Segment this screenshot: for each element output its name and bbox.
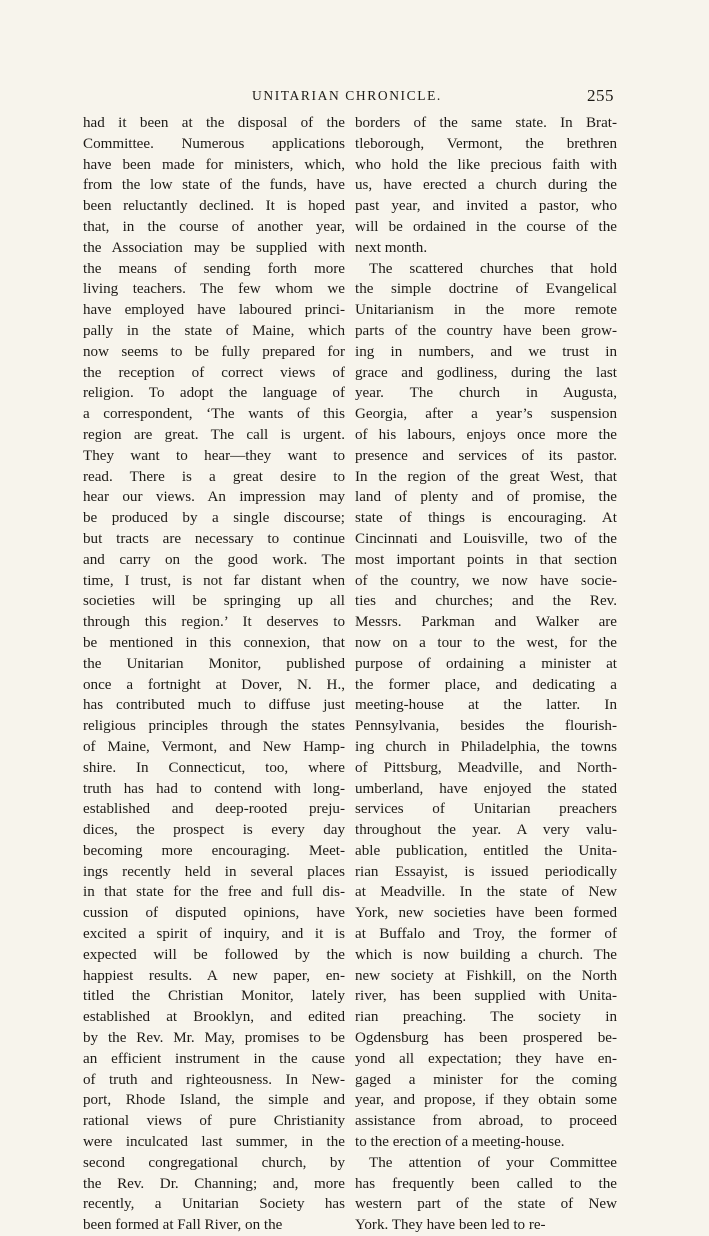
left-column-line: be produced by a single discourse;	[83, 510, 345, 527]
right-column-line: yond all expectation; they have en-	[355, 1050, 617, 1067]
left-column-line: living teachers. The few whom we	[83, 281, 345, 298]
right-column-line: the simple doctrine of Evangelical	[355, 281, 617, 298]
right-column-line: Unitarianism in the more remote	[355, 302, 617, 319]
right-column-line: Ogdensburg has been prospered be-	[355, 1030, 617, 1047]
left-column-line: second congregational church, by	[83, 1154, 345, 1171]
left-column-line: Committee. Numerous applications	[83, 135, 345, 152]
left-column-line: becoming more encouraging. Meet-	[83, 842, 345, 859]
right-column-line: us, have erected a church during the	[355, 177, 617, 194]
right-column-line: now on a tour to the west, for the	[355, 634, 617, 651]
right-column-line: Pennsylvania, besides the flourish-	[355, 718, 617, 735]
left-column-line: titled the Christian Monitor, lately	[83, 988, 345, 1005]
running-header	[84, 88, 614, 108]
right-column-line: of Pittsburg, Meadville, and North-	[355, 759, 617, 776]
left-column-line: cussion of disputed opinions, have	[83, 905, 345, 922]
left-column-line: shire. In Connecticut, too, where	[83, 759, 345, 776]
right-column-line: has frequently been called to the	[355, 1175, 617, 1192]
left-column-line: but tracts are necessary to continue	[83, 530, 345, 547]
left-column-line: truth has had to contend with long-	[83, 780, 345, 797]
right-column-line: at Meadville. In the state of New	[355, 884, 617, 901]
right-column-line: year. The church in Augusta,	[355, 385, 617, 402]
left-column-line: pally in the state of Maine, which	[83, 322, 345, 339]
left-column-line: established and deep-rooted preju-	[83, 801, 345, 818]
left-column-line: been reluctantly declined. It is hoped	[83, 198, 345, 215]
right-column-line: purpose of ordaining a minister at	[355, 655, 617, 672]
left-column-line: the means of sending forth more	[83, 260, 345, 277]
left-column-line: They want to hear—they want to	[83, 447, 345, 464]
left-column-line: read. There is a great desire to	[83, 468, 345, 485]
left-column-line: that, in the course of another year,	[83, 218, 345, 235]
left-column-line: had it been at the disposal of the	[83, 115, 345, 131]
right-column-line: who hold the like precious faith with	[355, 156, 617, 173]
right-column-line: services of Unitarian preachers	[355, 801, 617, 818]
right-column-line: past year, and invited a pastor, who	[355, 198, 617, 215]
right-column-line: The attention of your Committee	[369, 1154, 617, 1171]
left-column-line: by the Rev. Mr. May, promises to be	[83, 1030, 345, 1047]
right-column-line: able publication, entitled the Unita-	[355, 842, 617, 859]
right-column-line: year, and propose, if they obtain some	[355, 1092, 617, 1109]
right-column-line: ties and churches; and the Rev.	[355, 593, 617, 610]
left-column-line: a correspondent, ‘The wants of this	[83, 406, 345, 423]
right-column-line: land of plenty and of promise, the	[355, 489, 617, 506]
right-column-line: umberland, have enjoyed the stated	[355, 780, 617, 797]
right-column-line: York. They have been led to re-	[355, 1217, 546, 1234]
right-column-line: Cincinnati and Louisville, two of the	[355, 530, 617, 547]
right-column-line: gaged a minister for the coming	[355, 1071, 617, 1088]
left-column-line: once a fortnight at Dover, N. H.,	[83, 676, 345, 693]
right-column-line: throughout the year. A very valu-	[355, 822, 617, 839]
right-column-line: will be ordained in the course of the	[355, 218, 617, 235]
right-text-column	[355, 113, 617, 1236]
right-column-line: rian Essayist, is issued periodically	[355, 863, 617, 880]
left-column-line: an efficient instrument in the cause	[83, 1050, 345, 1067]
right-column-line: rian preaching. The society in	[355, 1009, 617, 1026]
left-column-line: be mentioned in this connexion, that	[83, 634, 345, 651]
left-column-line: hear our views. An impression may	[83, 489, 345, 506]
right-column-line: of his labours, enjoys once more the	[355, 426, 617, 443]
right-column-line: borders of the same state. In Brat-	[355, 115, 617, 131]
right-column-line: York, new societies have been formed	[355, 905, 617, 922]
right-column-line: ing in numbers, and we trust in	[355, 343, 617, 360]
right-column-line: the former place, and dedicating a	[355, 676, 617, 693]
left-column-line: through this region.’ It deserves to	[83, 614, 345, 631]
right-column-line: new society at Fishkill, on the North	[355, 967, 617, 984]
left-column-line: has contributed much to diffuse just	[83, 697, 345, 714]
left-column-line: religion. To adopt the language of	[83, 385, 345, 402]
left-column-line: expected will be followed by the	[83, 946, 345, 963]
right-column-line: meeting-house at the latter. In	[355, 697, 617, 714]
right-column-line: at Buffalo and Troy, the former of	[355, 926, 617, 943]
left-column-line: of Maine, Vermont, and New Hamp-	[83, 738, 345, 755]
left-column-line: established at Brooklyn, and edited	[83, 1009, 345, 1026]
right-column-line: tleborough, Vermont, the brethren	[355, 135, 617, 152]
left-column-line: port, Rhode Island, the simple and	[83, 1092, 345, 1109]
right-column-line: assistance from abroad, to proceed	[355, 1113, 617, 1130]
left-column-line: have employed have laboured princi-	[83, 302, 345, 319]
left-column-line: of truth and righteousness. In New-	[83, 1071, 345, 1088]
right-column-line: ing church in Philadelphia, the towns	[355, 738, 617, 755]
left-column-line: and carry on the good work. The	[83, 551, 345, 568]
left-column-line: been formed at Fall River, on the	[83, 1217, 283, 1234]
right-column-line: to the erection of a meeting-house.	[355, 1134, 565, 1151]
left-column-line: rational views of pure Christianity	[83, 1113, 345, 1130]
left-column-line: in that state for the free and full dis-	[83, 884, 345, 901]
right-column-line: which is now building a church. The	[355, 946, 617, 963]
right-column-line: Messrs. Parkman and Walker are	[355, 614, 617, 631]
left-column-line: now seems to be fully prepared for	[83, 343, 345, 360]
right-column-line: The scattered churches that hold	[369, 260, 617, 277]
left-column-line: region are great. The call is urgent.	[83, 426, 345, 443]
right-column-line: western part of the state of New	[355, 1196, 617, 1213]
left-column-line: happiest results. A new paper, en-	[83, 967, 345, 984]
right-column-line: state of things is encouraging. At	[355, 510, 617, 527]
left-column-line: the reception of correct views of	[83, 364, 345, 381]
left-column-line: dices, the prospect is every day	[83, 822, 345, 839]
left-column-line: time, I trust, is not far distant when	[83, 572, 345, 589]
right-column-line: grace and godliness, during the last	[355, 364, 617, 381]
left-column-line: the Rev. Dr. Channing; and, more	[83, 1175, 345, 1192]
left-column-line: excited a spirit of inquiry, and it is	[83, 926, 345, 943]
right-column-line: parts of the country have been grow-	[355, 322, 617, 339]
left-column-line: were inculcated last summer, in the	[83, 1134, 345, 1151]
right-column-line: Georgia, after a year’s suspension	[355, 406, 617, 423]
left-column-line: religious principles through the states	[83, 718, 345, 735]
left-text-column	[83, 113, 345, 1236]
right-column-line: of the country, we now have socie-	[355, 572, 617, 589]
running-title: UNITARIAN CHRONICLE.	[252, 88, 442, 103]
left-column-line: recently, a Unitarian Society has	[83, 1196, 345, 1213]
right-column-line: presence and services of its pastor.	[355, 447, 617, 464]
left-column-line: have been made for ministers, which,	[83, 156, 345, 173]
right-column-line: river, has been supplied with Unita-	[355, 988, 617, 1005]
right-column-line: most important points in that section	[355, 551, 617, 568]
left-column-line: the Association may be supplied with	[83, 239, 345, 256]
left-column-line: from the low state of the funds, have	[83, 177, 345, 194]
right-column-line: next month.	[355, 239, 428, 256]
left-column-line: ings recently held in several places	[83, 863, 345, 880]
left-column-line: the Unitarian Monitor, published	[83, 655, 345, 672]
left-column-line: societies will be springing up all	[83, 593, 345, 610]
right-column-line: In the region of the great West, that	[355, 468, 617, 485]
page-number: 255	[587, 86, 614, 105]
